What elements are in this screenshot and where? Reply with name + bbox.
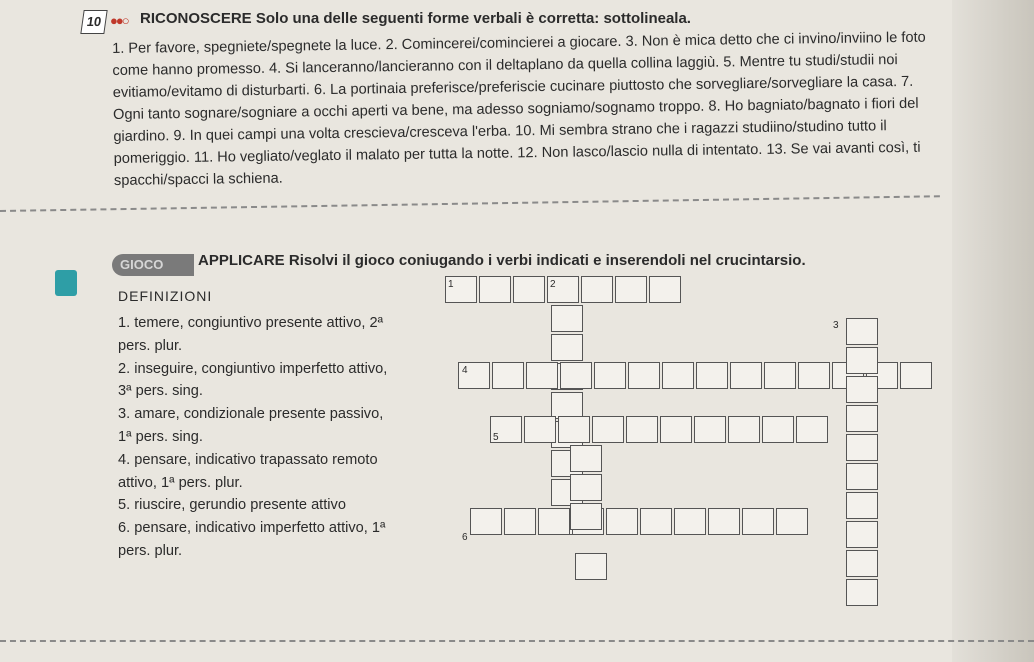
definition-item: 2. inseguire, congiuntivo imperfetto attivo, 3ª pers. sing. [118,360,388,400]
crossword-cell[interactable] [660,416,692,443]
exercise-11-heading [198,252,806,269]
crossword-cell[interactable] [492,362,524,389]
crossword-cell[interactable] [900,362,932,389]
crossword-cell[interactable] [846,434,878,461]
exercise-10-text: 1. Per favore, spegniete/spegnete la luce. 2. Comincerei/comincierei a giocare. 3. Non è mica detto che ci invino/inviino le foto come hanno promesso. 4. Si lanceranno/lancieranno con il deltaplano da quella collina laggiù. 5. Mentre tu studi/studii noi evitiamo/evitamo di disturbarti. 6. La portinaia preferisce/preferiscie cucinare piuttosto che sorvegliare/sorvegliare la casa. 7. Ogni tanto sognare/sogniare a occhi aperti va bene, ma adesso sogniamo/sognamo troppo. 8. Ho bagniato/bagnato i fiori del giardino. 9. In quei campi una volta crescieva/cresceva l'erba. 10. Mi sembra strano che i ragazzi studiino/studino tutto il pomeriggio. 11. Ho vegliato/veglato il malato per tutta la notte. 12. Non lasco/lascio nulla di intentato. 13. Se vai avanti così, ti spacchi/spacci la schiena. [112,29,926,189]
crossword-cell[interactable] [538,508,570,535]
crossword-cell[interactable] [674,508,706,535]
section-divider [0,195,940,212]
crossword-cell[interactable] [628,362,660,389]
gioco-badge: GIOCO [112,254,194,276]
clue-number: 1 [448,279,454,290]
crossword-cell[interactable] [615,276,647,303]
crossword-cell[interactable] [551,392,583,419]
crossword-cell[interactable] [504,508,536,535]
crossword-cell[interactable] [742,508,774,535]
crossword-cell[interactable] [560,362,592,389]
crossword-cell[interactable] [606,508,638,535]
definition-item: 5. riuscire, gerundio presente attivo [118,497,346,514]
crossword-cell[interactable] [479,276,511,303]
crossword-cell[interactable] [524,416,556,443]
clue-number: 5 [493,432,499,443]
clue-number: 4 [462,365,468,376]
crossword-cell[interactable] [796,416,828,443]
definition-item: 4. pensare, indicativo trapassato remoto attivo, 1ª pers. plur. [118,451,378,491]
crossword-cell[interactable] [592,416,624,443]
clue-number: 6 [462,532,468,543]
definition-item: 1. temere, congiuntivo presente attivo, 2ª pers. plur. [118,315,383,354]
difficulty-dots: ●●○ [110,13,128,28]
exercise-11-title: APPLICARE [198,252,285,269]
crossword-cell[interactable] [846,550,878,577]
crossword-cell[interactable] [551,334,583,361]
clue-number: 3 [833,320,839,331]
crossword-cell[interactable] [846,376,878,403]
crossword-cell[interactable] [728,416,760,443]
crossword-cell[interactable] [694,416,726,443]
crossword-cell[interactable] [762,416,794,443]
crossword-cell[interactable] [846,318,878,345]
definitions-title: DEFINIZIONI [118,288,213,304]
crossword-cell[interactable] [640,508,672,535]
crossword-cell[interactable] [708,508,740,535]
crossword-cell[interactable] [570,474,602,501]
exercise-10-title: RICONOSCERE [140,10,252,27]
crossword-cell[interactable] [526,362,558,389]
exercise-10-heading [140,10,691,27]
crossword-cell[interactable] [575,553,607,580]
crossword-cell[interactable] [570,503,602,530]
crossword-cell[interactable] [470,508,502,535]
crossword-cell[interactable] [649,276,681,303]
definitions-list [118,312,398,563]
crossword-cell[interactable] [764,362,796,389]
bottom-divider [0,640,1034,642]
crossword-cell[interactable] [846,521,878,548]
crossword-cell[interactable] [696,362,728,389]
exercise-11-instruction: Risolvi il gioco coniugando i verbi indicati e inserendoli nel crucintarsio. [288,252,806,269]
exercise-11-icon [55,270,77,296]
crossword-cell[interactable] [594,362,626,389]
crossword-cell[interactable] [551,305,583,332]
crossword-cell[interactable] [846,492,878,519]
exercise-10-instruction: Solo una delle seguenti forme verbali è corretta: sottolineala. [255,10,691,27]
crossword-cell[interactable] [730,362,762,389]
definition-item: 3. amare, condizionale presente passivo, 1ª pers. sing. [118,406,384,445]
exercise-10-number: 10 [80,10,107,34]
crossword-cell[interactable] [776,508,808,535]
crossword-cell[interactable] [570,445,602,472]
crossword-cell[interactable] [662,362,694,389]
crossword-cell[interactable] [513,276,545,303]
crossword-cell[interactable] [798,362,830,389]
page-edge [952,0,1034,662]
crossword-cell[interactable] [558,416,590,443]
crossword-cell[interactable] [846,463,878,490]
definition-item: 6. pensare, indicativo imperfetto attivo, 1ª pers. plur. [118,520,386,559]
crossword-cell[interactable] [626,416,658,443]
crossword-cell[interactable] [581,276,613,303]
clue-number: 2 [550,279,556,290]
crossword-cell[interactable] [846,347,878,374]
crossword-cell[interactable] [846,579,878,606]
crossword-cell[interactable] [846,405,878,432]
